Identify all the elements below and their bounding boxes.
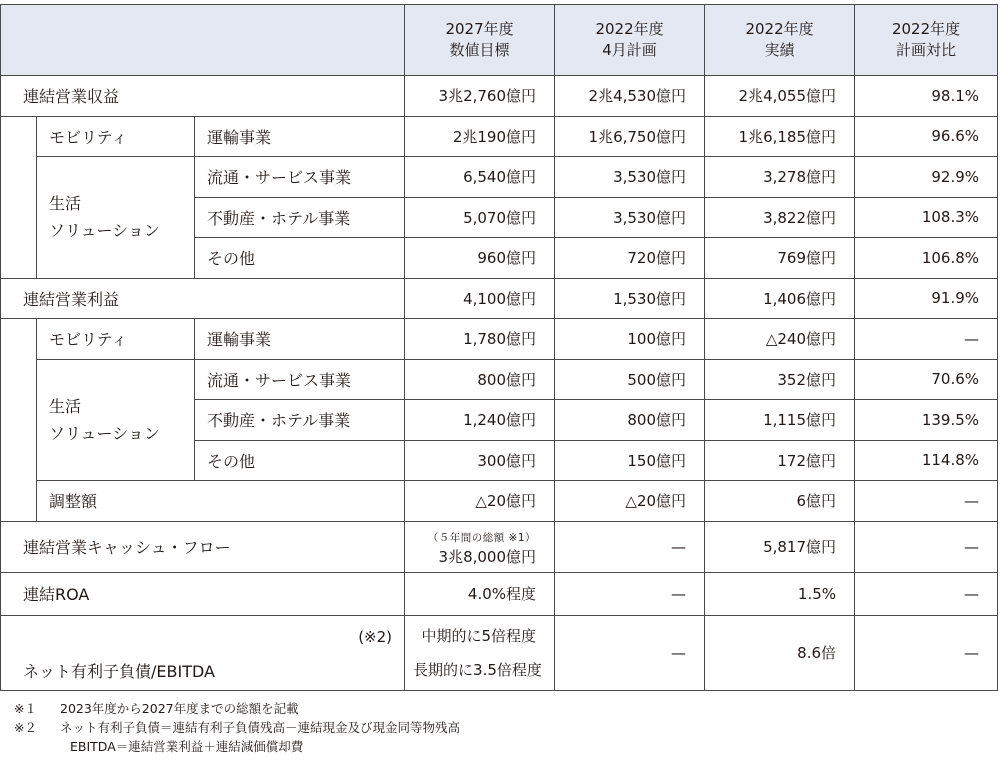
- profit-ratio: 91.9%: [855, 278, 998, 319]
- ebitda-actual: 8.6倍: [705, 615, 855, 690]
- profit-mobility-label: モビリティ: [37, 319, 195, 360]
- revenue-retail-plan: 3,530億円: [555, 157, 705, 198]
- ebitda-target-long: 長期的に3.5倍程度: [413, 660, 542, 679]
- profit-other-label: その他: [195, 440, 405, 481]
- financial-targets-table: [0, 4, 998, 691]
- profit-transport-label: 運輸事業: [195, 319, 405, 360]
- ebitda-label-cell: [1, 615, 405, 690]
- revenue-transport-plan: 1兆6,750億円: [555, 116, 705, 157]
- profit-transport-actual: △240億円: [705, 319, 855, 360]
- header-2022-ratio: 2022年度 計画対比: [855, 5, 998, 76]
- revenue-other-label: その他: [195, 238, 405, 279]
- profit-indent-spine: [1, 319, 37, 522]
- profit-retail-label: 流通・サービス事業: [195, 359, 405, 400]
- profit-adjust-row: [1, 481, 998, 522]
- profit-life-solution-label: 生活 ソリューション: [37, 359, 195, 481]
- revenue-retail-ratio: 92.9%: [855, 157, 998, 198]
- revenue-other-target: 960億円: [405, 238, 555, 279]
- profit-realestate-label: 不動産・ホテル事業: [195, 400, 405, 441]
- profit-target: 4,100億円: [405, 278, 555, 319]
- revenue-total-row: [1, 76, 998, 117]
- profit-other-ratio: 114.8%: [855, 440, 998, 481]
- revenue-transport-target: 2兆190億円: [405, 116, 555, 157]
- profit-retail-plan: 500億円: [555, 359, 705, 400]
- revenue-transport-ratio: 96.6%: [855, 116, 998, 157]
- cashflow-target-cell: [405, 521, 555, 572]
- revenue-retail-actual: 3,278億円: [705, 157, 855, 198]
- profit-realestate-ratio: 139.5%: [855, 400, 998, 441]
- roa-plan: —: [555, 572, 705, 615]
- profit-retail-target: 800億円: [405, 359, 555, 400]
- profit-plan: 1,530億円: [555, 278, 705, 319]
- roa-target: 4.0%程度: [405, 572, 555, 615]
- profit-label: 連結営業利益: [1, 278, 405, 319]
- footnotes: [14, 699, 460, 756]
- ebitda-plan: —: [555, 615, 705, 690]
- footnote-1: ※１ 2023年度から2027年度までの総額を記載: [14, 701, 299, 716]
- profit-adjust-actual: 6億円: [705, 481, 855, 522]
- ebitda-ratio: —: [855, 615, 998, 690]
- cashflow-row: [1, 521, 998, 572]
- cashflow-label: 連結営業キャッシュ・フロー: [1, 521, 405, 572]
- revenue-ratio: 98.1%: [855, 76, 998, 117]
- ebitda-target-mid: 中期的に5倍程度: [421, 626, 537, 645]
- cashflow-target-note: （５年間の総額 ※1）: [427, 531, 537, 544]
- profit-retail-ratio: 70.6%: [855, 359, 998, 400]
- profit-retail-actual: 352億円: [705, 359, 855, 400]
- profit-adjust-ratio: —: [855, 481, 998, 522]
- cashflow-actual: 5,817億円: [705, 521, 855, 572]
- profit-realestate-actual: 1,115億円: [705, 400, 855, 441]
- profit-other-target: 300億円: [405, 440, 555, 481]
- profit-transport-ratio: —: [855, 319, 998, 360]
- profit-transport-plan: 100億円: [555, 319, 705, 360]
- cashflow-target: 3兆8,000億円: [438, 547, 537, 566]
- revenue-realestate-label: 不動産・ホテル事業: [195, 197, 405, 238]
- profit-transport-target: 1,780億円: [405, 319, 555, 360]
- ebitda-target-cell: [405, 615, 555, 690]
- profit-adjust-target: △20億円: [405, 481, 555, 522]
- cashflow-plan: —: [555, 521, 705, 572]
- footnote-2: ※２ ネット有利子負債＝連結有利子負債残高－連結現金及び現金同等物残高: [14, 720, 461, 735]
- profit-realestate-target: 1,240億円: [405, 400, 555, 441]
- profit-retail-row: [1, 359, 998, 400]
- revenue-actual: 2兆4,055億円: [705, 76, 855, 117]
- revenue-realestate-actual: 3,822億円: [705, 197, 855, 238]
- revenue-mobility-label: モビリティ: [37, 116, 195, 157]
- revenue-transport-actual: 1兆6,185億円: [705, 116, 855, 157]
- revenue-retail-row: [1, 157, 998, 198]
- profit-realestate-plan: 800億円: [555, 400, 705, 441]
- revenue-retail-label: 流通・サービス事業: [195, 157, 405, 198]
- roa-row: [1, 572, 998, 615]
- revenue-retail-target: 6,540億円: [405, 157, 555, 198]
- header-row: [1, 5, 998, 76]
- revenue-realestate-ratio: 108.3%: [855, 197, 998, 238]
- profit-adjust-label: 調整額: [37, 481, 405, 522]
- revenue-realestate-target: 5,070億円: [405, 197, 555, 238]
- profit-other-plan: 150億円: [555, 440, 705, 481]
- revenue-other-ratio: 106.8%: [855, 238, 998, 279]
- revenue-plan: 2兆4,530億円: [555, 76, 705, 117]
- header-blank-cell: [1, 5, 405, 76]
- revenue-transport-label: 運輸事業: [195, 116, 405, 157]
- revenue-other-plan: 720億円: [555, 238, 705, 279]
- header-2022-plan: 2022年度 4月計画: [555, 5, 705, 76]
- revenue-realestate-plan: 3,530億円: [555, 197, 705, 238]
- profit-mobility-row: [1, 319, 998, 360]
- roa-label: 連結ROA: [1, 572, 405, 615]
- profit-adjust-plan: △20億円: [555, 481, 705, 522]
- header-2022-actual: 2022年度 実績: [705, 5, 855, 76]
- ebitda-note-marker: (※2): [358, 627, 393, 646]
- revenue-mobility-row: [1, 116, 998, 157]
- roa-actual: 1.5%: [705, 572, 855, 615]
- revenue-target: 3兆2,760億円: [405, 76, 555, 117]
- cashflow-ratio: —: [855, 521, 998, 572]
- revenue-other-actual: 769億円: [705, 238, 855, 279]
- roa-ratio: —: [855, 572, 998, 615]
- profit-total-row: [1, 278, 998, 319]
- profit-other-actual: 172億円: [705, 440, 855, 481]
- ebitda-label: ネット有利子負債/EBITDA: [23, 661, 215, 681]
- revenue-label: 連結営業収益: [1, 76, 405, 117]
- footnote-3: EBITDA＝連結営業利益＋連結減価償却費: [70, 739, 304, 754]
- ebitda-row: [1, 615, 998, 690]
- revenue-indent-spine: [1, 116, 37, 278]
- revenue-life-solution-label: 生活 ソリューション: [37, 157, 195, 279]
- profit-actual: 1,406億円: [705, 278, 855, 319]
- header-2027-target: 2027年度 数値目標: [405, 5, 555, 76]
